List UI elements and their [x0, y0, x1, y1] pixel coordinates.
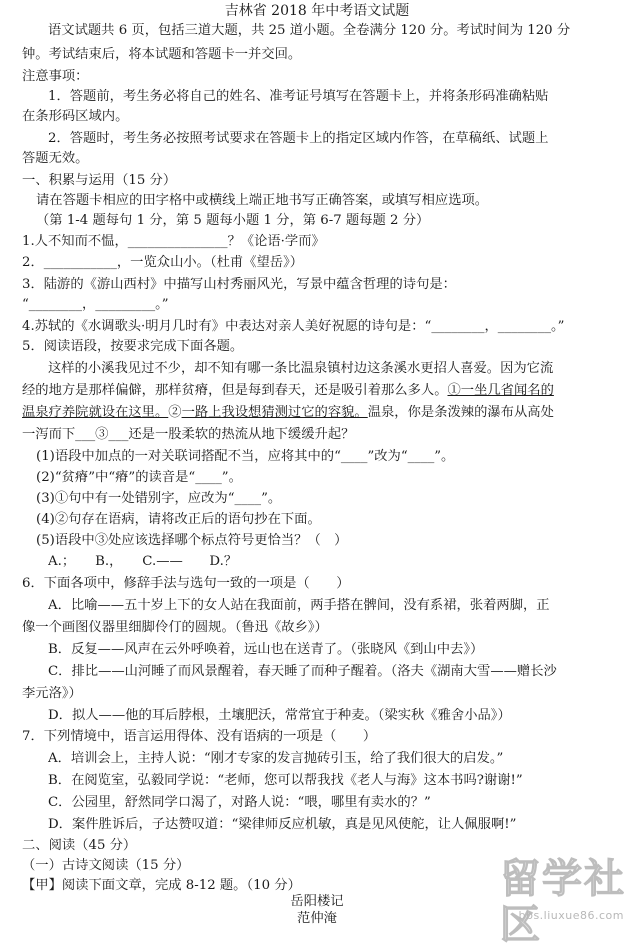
question-6-option-c-line-1: C．排比——山河睡了而风景醒着，春天睡了而种子醒着。（洛夫《湖南大雪——赠长沙: [48, 664, 557, 679]
question-3-line-1: 3．陆游的《游山西村》中描写山村秀丽风光，写景中蕴含哲理的诗句是：: [22, 277, 456, 292]
question-7-option-b: B．在阅览室，弘毅同学说：“老师，您可以帮我找《老人与海》这本书吗?谢谢!”: [48, 773, 523, 788]
question-5-sub-3: (3)①句中有一处错别字，应改为“____”。: [36, 491, 282, 506]
question-5-sub-4: (4)②句存在语病，请将改正后的语句抄在下面。: [36, 512, 321, 527]
question-5-sub-5: (5)语段中③处应该选择哪个标点符号更恰当？（ ）: [36, 533, 348, 548]
question-6-option-a-line-2: 像一个画图仪器里细脚伶仃的圆规。（鲁迅《故乡》）: [22, 620, 328, 635]
question-7-option-c: C．公园里，舒然同学口渴了，对路人说：“喂，哪里有卖水的？”: [48, 795, 431, 810]
question-3-line-2: “________，_________。”: [22, 297, 169, 312]
note-1-line-2: 在条形码区域内。: [22, 109, 129, 124]
passage-line-3-rest: 温泉，你是条泼辣的瀑布从高处: [367, 405, 554, 420]
question-5-sub-1: (1)语段中加点的一对关联词搭配不当，应将其中的“____”改为“____”。: [36, 449, 455, 464]
question-6-option-b: B．反复——风声在云外呼唤着，远山也在送青了。（张晓风《到山中去》）: [48, 642, 484, 657]
question-7-option-d: D．案件胜诉后，子达赞叹道：“梁律师反应机敏，真是见风使舵，让人佩服啊!”: [48, 817, 517, 832]
question-5-options: A.； B.， C.—— D.？: [48, 554, 238, 569]
intro-line-1: 语文试题共 6 页，包括三道大题，共 25 道小题。全卷满分 120 分。考试时间为 120 分: [48, 23, 571, 38]
part-a-instruction: 【甲】阅读下面文章，完成 8-12 题。（10 分）: [22, 878, 301, 893]
question-5-sub-2: (2)“贫瘠”中“瘠”的读音是“____”。: [36, 470, 242, 485]
notes-heading: 注意事项：: [22, 69, 89, 84]
watermark-url: bbs.liuxue86.com: [518, 909, 624, 922]
site-watermark: [500, 852, 628, 948]
section-2-heading: 二、阅读（45 分）: [22, 838, 137, 853]
section-1-instruction: 请在答题卡相应的田字格中或横线上端正地书写正确答案，或填写相应选项。: [36, 193, 489, 208]
passage-line-3: [22, 404, 620, 422]
note-1-line-1: 1．答题前，考生务必将自己的姓名、准考证号填写在答题卡上，并将条形码准确粘贴: [48, 89, 549, 104]
passage-line-2: [22, 382, 620, 400]
watermark-logo: 留学社区: [500, 856, 626, 948]
question-7-heading: 7．下列情境中，语言运用得体、没有语病的一项是（ ）: [22, 729, 377, 744]
question-6-heading: 6．下面各项中，修辞手法与选句一致的一项是（ ）: [22, 576, 350, 591]
intro-line-2: 钟。考试结束后，将本试题和答题卡一并交回。: [22, 47, 302, 62]
question-5-heading: 5．阅读语段，按要求完成下面各题。: [22, 339, 244, 354]
text-author: 范仲淹: [297, 911, 337, 926]
passage-sentence-1-start: ①一坐几省闻名的: [447, 383, 554, 398]
question-2: 2．___________，一览众山小。（杜甫《望岳》）: [22, 255, 304, 270]
question-6-option-d: D．拟人——他的耳后脖根，土壤肥沃，常常宜于种麦。（梁实秋《雅舍小品》）: [48, 708, 511, 723]
passage-mark-2: ②: [168, 405, 182, 420]
text-title: 岳阳楼记: [290, 894, 344, 909]
question-4: 4.苏轼的《水调歌头·明月几时有》中表达对亲人美好祝愿的诗句是：“________，________。”: [22, 319, 565, 334]
question-7-option-a: A．培训会上，主持人说：“刚才专家的发言抛砖引玉，给了我们很大的启发。”: [48, 751, 504, 766]
passage-sentence-1-end: 温泉疗养院就设在这里。: [22, 405, 169, 420]
note-2-line-1: 2．答题时，考生务必按照考试要求在答题卡上的指定区域内作答，在草稿纸、试题上: [48, 131, 549, 146]
passage-line-4: 一泻而下___③___还是一股柔软的热流从地下缓缓升起？: [22, 427, 355, 442]
passage-line-2-text: 经的地方是那样偏僻，那样贫瘠，但是每到春天，还是吸引着那么多人。: [22, 383, 448, 398]
exam-title: 吉林省 2018 年中考语文试题: [224, 3, 410, 19]
passage-sentence-2: 一路上我设想猜测过它的容貌。: [181, 405, 368, 420]
question-6-option-a-line-1: A．比喻——五十岁上下的女人站在我面前，两手搭在髀间，没有系裙，张着两脚，正: [48, 598, 550, 613]
question-1: 1.人不知而不愠，_______________？《论语·学而》: [22, 234, 325, 249]
section-1-heading: 一、积累与运用（15 分）: [22, 173, 177, 188]
section-1-scoring: （第 1-4 题每句 1 分，第 5 题每小题 1 分，第 6-7 题每题 2 分）: [36, 213, 430, 228]
section-2-sub-heading: （一）古诗文阅读（15 分）: [22, 858, 190, 873]
note-2-line-2: 答题无效。: [22, 151, 89, 166]
passage-line-1: 这样的小溪我见过不少，却不知有哪一条比温泉镇村边这条溪水更招人喜爱。因为它流: [48, 361, 554, 376]
question-6-option-c-line-2: 李元洛》）: [22, 686, 82, 701]
